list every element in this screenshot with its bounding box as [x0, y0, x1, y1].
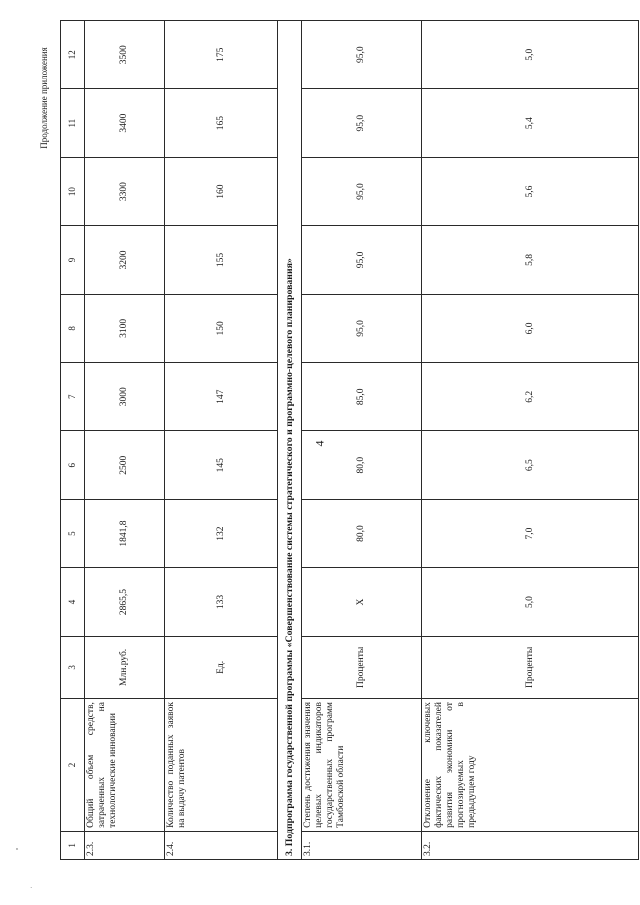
indicator-name: Количество поданных заявок на выдачу патентов	[165, 699, 278, 832]
header-cell: 10	[61, 157, 85, 225]
value-cell: 147	[165, 363, 278, 431]
value-cell: 6,2	[422, 363, 639, 431]
table-row	[302, 21, 422, 860]
value-cell: 95,0	[302, 157, 422, 225]
value-cell: 2865,5	[85, 568, 165, 636]
value-cell: 95,0	[302, 21, 422, 89]
unit-cell: Проценты	[302, 636, 422, 698]
indicators-table	[60, 20, 639, 860]
row-number: 3.2.	[422, 831, 639, 859]
unit-cell: Ед.	[165, 636, 278, 698]
value-cell: 7,0	[422, 499, 639, 567]
header-row	[61, 21, 85, 860]
value-cell: 80,0	[302, 431, 422, 499]
value-cell: 95,0	[302, 89, 422, 157]
value-cell: 3500	[85, 21, 165, 89]
indicator-name: Отклонение ключевых фактических показателей развития экономики от прогнозируемых в предыдущем году	[422, 699, 639, 832]
value-cell: Х	[302, 568, 422, 636]
row-number: 2.3.	[85, 831, 165, 859]
row-number: 3.1.	[302, 831, 422, 859]
unit-cell: Млн.руб.	[85, 636, 165, 698]
rotated-table-container	[60, 20, 638, 860]
section-title: 3. Подпрограмма государственной программы «Совершенствование системы стратегического и программно-целевого планирования»	[278, 21, 302, 860]
table-row	[422, 21, 639, 860]
value-cell: 3300	[85, 157, 165, 225]
value-cell: 5,8	[422, 226, 639, 294]
value-cell: 1841,8	[85, 499, 165, 567]
indicator-name: Общий объем средств, затраченных на технологические инновации	[85, 699, 165, 832]
header-cell: 2	[61, 699, 85, 832]
value-cell: 3000	[85, 363, 165, 431]
header-cell: 8	[61, 294, 85, 362]
header-cell: 9	[61, 226, 85, 294]
value-cell: 95,0	[302, 294, 422, 362]
header-cell: 12	[61, 21, 85, 89]
value-cell: 5,4	[422, 89, 639, 157]
value-cell: 155	[165, 226, 278, 294]
header-cell: 5	[61, 499, 85, 567]
value-cell: 5,6	[422, 157, 639, 225]
header-cell: 7	[61, 363, 85, 431]
value-cell: 3400	[85, 89, 165, 157]
header-cell: 3	[61, 636, 85, 698]
value-cell: 165	[165, 89, 278, 157]
value-cell: 80,0	[302, 499, 422, 567]
value-cell: 6,5	[422, 431, 639, 499]
scan-speck: ⁿ	[16, 846, 19, 854]
scan-speck: ·	[30, 884, 33, 892]
value-cell: 2500	[85, 431, 165, 499]
value-cell: 3200	[85, 226, 165, 294]
value-cell: 5,0	[422, 568, 639, 636]
header-cell: 4	[61, 568, 85, 636]
value-cell: 3100	[85, 294, 165, 362]
value-cell: 133	[165, 568, 278, 636]
value-cell: 95,0	[302, 226, 422, 294]
header-cell: 11	[61, 89, 85, 157]
unit-cell: Проценты	[422, 636, 639, 698]
page-number: 4	[312, 440, 327, 447]
row-number: 2.4.	[165, 831, 278, 859]
value-cell: 150	[165, 294, 278, 362]
value-cell: 175	[165, 21, 278, 89]
value-cell: 5,0	[422, 21, 639, 89]
table-row	[165, 21, 278, 860]
value-cell: 160	[165, 157, 278, 225]
value-cell: 85,0	[302, 363, 422, 431]
value-cell: 145	[165, 431, 278, 499]
section-row	[278, 21, 302, 860]
header-cell: 1	[61, 831, 85, 859]
header-cell: 6	[61, 431, 85, 499]
indicator-name: Степень достижения значения целевых индикаторов государственных программ Тамбовской области	[302, 699, 422, 832]
table-row	[85, 21, 165, 860]
value-cell: 132	[165, 499, 278, 567]
value-cell: 6,0	[422, 294, 639, 362]
